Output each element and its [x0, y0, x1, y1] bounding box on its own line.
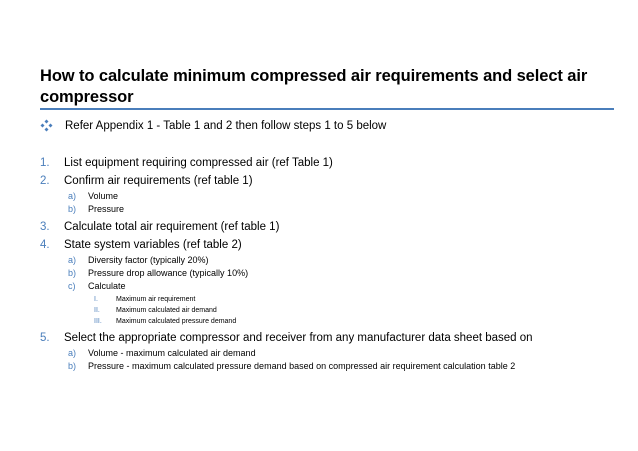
step-number: 4. [40, 239, 50, 251]
subsub-item [88, 316, 620, 327]
step-text: Confirm air requirements (ref table 1) [64, 175, 253, 187]
step-5-sublist [64, 347, 620, 373]
sub-item [64, 360, 620, 373]
subsub-item-numeral: I. [94, 296, 98, 303]
sub-item-letter: b) [68, 361, 77, 371]
step-text: State system variables (ref table 2) [64, 239, 242, 251]
sub-item-text: Pressure - maximum calculated pressure demand based on compressed air requirement calculation table 2 [88, 361, 516, 371]
sub-item-text: Volume [88, 191, 119, 201]
intro-line [40, 119, 386, 132]
subsub-item-text: Maximum calculated pressure demand [116, 318, 237, 325]
sub-item-text: Pressure [88, 204, 125, 214]
four-diamond-icon [40, 119, 53, 132]
step-text: Calculate total air requirement (ref table 1) [64, 221, 280, 233]
sub-item [64, 280, 620, 327]
step-3 [40, 220, 620, 234]
subsub-item [88, 294, 620, 305]
sub-item [64, 190, 620, 203]
sub-item [64, 203, 620, 216]
intro-text: Refer Appendix 1 - Table 1 and 2 then follow steps 1 to 5 below [65, 119, 387, 132]
step-2 [40, 174, 620, 216]
slide-title: How to calculate minimum compressed air requirements and select air compressor [40, 67, 588, 106]
step-4-sublist [64, 254, 620, 327]
step-1 [40, 156, 620, 170]
step-5 [40, 331, 620, 373]
step-number: 3. [40, 221, 50, 233]
sub-item-letter: a) [68, 348, 77, 358]
sub-item-text: Calculate [88, 281, 126, 291]
sub-item [64, 347, 620, 360]
subsub-item-text: Maximum air requirement [116, 296, 196, 303]
sub-item-letter: a) [68, 255, 77, 265]
sub-item-text: Diversity factor (typically 20%) [88, 255, 209, 265]
step-text: Select the appropriate compressor and receiver from any manufacturer data sheet based on [64, 332, 533, 344]
sub-item-letter: a) [68, 191, 77, 201]
steps-list [40, 156, 620, 377]
subsub-item-numeral: II. [94, 307, 100, 314]
sub-item [64, 254, 620, 267]
sub-item-text: Volume - maximum calculated air demand [88, 348, 256, 358]
subsub-item [88, 305, 620, 316]
sub-item-letter: b) [68, 204, 77, 214]
sub-item [64, 267, 620, 280]
step-number: 2. [40, 175, 50, 187]
step-number: 1. [40, 157, 50, 169]
subsub-item-text: Maximum calculated air demand [116, 307, 217, 314]
step-4 [40, 238, 620, 327]
sub-item-text: Pressure drop allowance (typically 10%) [88, 268, 249, 278]
title-underline [40, 108, 614, 110]
sub-item-letter: c) [68, 281, 76, 291]
calculate-sublist [88, 294, 620, 327]
subsub-item-numeral: III. [94, 318, 102, 325]
sub-item-letter: b) [68, 268, 77, 278]
step-number: 5. [40, 332, 50, 344]
step-text: List equipment requiring compressed air (ref Table 1) [64, 157, 333, 169]
step-2-sublist [64, 190, 620, 216]
